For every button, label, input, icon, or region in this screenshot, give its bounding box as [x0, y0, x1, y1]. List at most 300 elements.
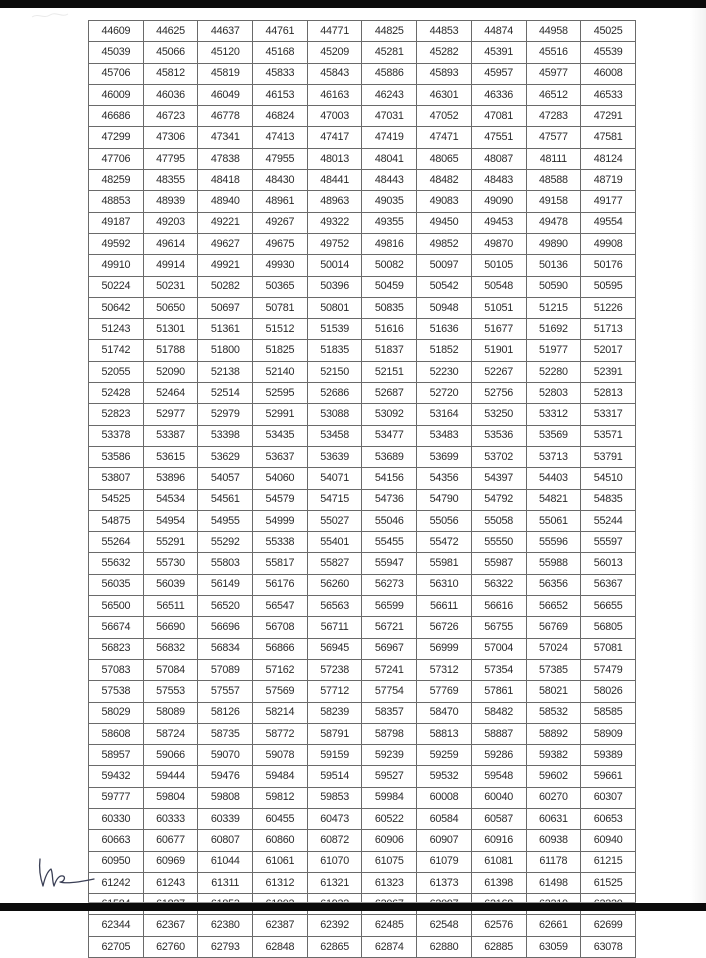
table-cell: 56500: [89, 596, 144, 617]
table-cell: 55292: [198, 532, 253, 553]
table-cell: 57084: [143, 659, 198, 680]
table-cell: 45120: [198, 42, 253, 63]
table-cell: 52991: [253, 404, 308, 425]
table-cell: 45039: [89, 42, 144, 63]
table-cell: 51051: [471, 297, 526, 318]
table-cell: 54561: [198, 489, 253, 510]
table-cell: 48939: [143, 191, 198, 212]
table-cell: 60631: [526, 808, 581, 829]
table-cell: 55827: [307, 553, 362, 574]
table-cell: 55987: [471, 553, 526, 574]
table-cell: 59661: [581, 766, 636, 787]
table-cell: 56805: [581, 617, 636, 638]
table-cell: 49910: [89, 255, 144, 276]
table-row: [89, 170, 636, 191]
table-cell: 53387: [143, 425, 198, 446]
table-cell: 50082: [362, 255, 417, 276]
table-cell: 56273: [362, 574, 417, 595]
table-cell: 60807: [198, 830, 253, 851]
table-cell: 53569: [526, 425, 581, 446]
table-cell: 56547: [253, 596, 308, 617]
table-cell: 47341: [198, 127, 253, 148]
table-cell: 50801: [307, 297, 362, 318]
table-cell: 46824: [253, 106, 308, 127]
table-cell: 50781: [253, 297, 308, 318]
table-cell: 53398: [198, 425, 253, 446]
table-row: [89, 915, 636, 936]
table-cell: 46049: [198, 84, 253, 105]
table-cell: 48259: [89, 170, 144, 191]
table-cell: 52138: [198, 361, 253, 382]
table-cell: 45066: [143, 42, 198, 63]
table-cell: 56599: [362, 596, 417, 617]
table-cell: 58887: [471, 723, 526, 744]
table-cell: 48124: [581, 148, 636, 169]
number-table: [88, 20, 636, 958]
table-cell: 56769: [526, 617, 581, 638]
table-cell: 48430: [253, 170, 308, 191]
scan-right-edge: [690, 8, 706, 903]
table-cell: 51713: [581, 319, 636, 340]
table-cell: 49322: [307, 212, 362, 233]
table-cell: 46723: [143, 106, 198, 127]
table-cell: 53791: [581, 446, 636, 467]
table-cell: 62760: [143, 936, 198, 957]
table-cell: 48483: [471, 170, 526, 191]
table-cell: 52803: [526, 383, 581, 404]
table-cell: 56690: [143, 617, 198, 638]
table-cell: 46243: [362, 84, 417, 105]
table-cell: 47413: [253, 127, 308, 148]
table-cell: 44771: [307, 21, 362, 42]
table-cell: 49816: [362, 233, 417, 254]
table-cell: 62885: [471, 936, 526, 957]
table-row: [89, 872, 636, 893]
table-cell: 45539: [581, 42, 636, 63]
table-cell: 53483: [417, 425, 472, 446]
table-cell: 52391: [581, 361, 636, 382]
table-cell: 56039: [143, 574, 198, 595]
table-cell: 58470: [417, 702, 472, 723]
table-cell: 46153: [253, 84, 308, 105]
table-cell: 51692: [526, 319, 581, 340]
table-cell: 49355: [362, 212, 417, 233]
table-cell: 58357: [362, 702, 417, 723]
table-cell: 63078: [581, 936, 636, 957]
table-cell: 60938: [526, 830, 581, 851]
table-cell: 51616: [362, 319, 417, 340]
table-cell: 51301: [143, 319, 198, 340]
table-cell: 48087: [471, 148, 526, 169]
table-cell: 54999: [253, 510, 308, 531]
table-row: [89, 532, 636, 553]
table-cell: 54792: [471, 489, 526, 510]
table-cell: 61242: [89, 872, 144, 893]
table-cell: 52720: [417, 383, 472, 404]
table-cell: 59853: [307, 787, 362, 808]
table-cell: 49090: [471, 191, 526, 212]
table-cell: 54534: [143, 489, 198, 510]
table-cell: 60906: [362, 830, 417, 851]
table-cell: 55244: [581, 510, 636, 531]
table-cell: 50014: [307, 255, 362, 276]
table-cell: 50948: [417, 297, 472, 318]
table-cell: 55981: [417, 553, 472, 574]
table-cell: 56176: [253, 574, 308, 595]
table-row: [89, 84, 636, 105]
table-cell: 54715: [307, 489, 362, 510]
table-cell: 44761: [253, 21, 308, 42]
table-cell: 55730: [143, 553, 198, 574]
table-cell: 57557: [198, 681, 253, 702]
table-cell: 61312: [253, 872, 308, 893]
table-row: [89, 383, 636, 404]
table-row: [89, 212, 636, 233]
table-row: [89, 148, 636, 169]
table-cell: 55803: [198, 553, 253, 574]
table-cell: 60916: [471, 830, 526, 851]
table-cell: 52150: [307, 361, 362, 382]
table-cell: 61525: [581, 872, 636, 893]
table-cell: 61215: [581, 851, 636, 872]
table-cell: 48355: [143, 170, 198, 191]
table-cell: 49914: [143, 255, 198, 276]
table-cell: 45819: [198, 63, 253, 84]
table-cell: 60587: [471, 808, 526, 829]
table-row: [89, 425, 636, 446]
table-cell: 47291: [581, 106, 636, 127]
table-cell: 50835: [362, 297, 417, 318]
table-cell: 51636: [417, 319, 472, 340]
table-cell: 51852: [417, 340, 472, 361]
table-cell: 50459: [362, 276, 417, 297]
table-cell: 55597: [581, 532, 636, 553]
table-cell: 55338: [253, 532, 308, 553]
table-cell: 48441: [307, 170, 362, 191]
table-cell: 49453: [471, 212, 526, 233]
table-cell: 49267: [253, 212, 308, 233]
table-cell: 50595: [581, 276, 636, 297]
table-row: [89, 596, 636, 617]
table-cell: 45282: [417, 42, 472, 63]
table-cell: 54875: [89, 510, 144, 531]
table-cell: 54510: [581, 468, 636, 489]
table-cell: 61243: [143, 872, 198, 893]
table-cell: 45168: [253, 42, 308, 63]
table-cell: 58482: [471, 702, 526, 723]
table-cell: 45977: [526, 63, 581, 84]
table-cell: 48588: [526, 170, 581, 191]
table-cell: 63059: [526, 936, 581, 957]
table-cell: 55455: [362, 532, 417, 553]
table-cell: 58909: [581, 723, 636, 744]
table-cell: 45025: [581, 21, 636, 42]
table-cell: 54736: [362, 489, 417, 510]
table-cell: 49035: [362, 191, 417, 212]
table-cell: 56711: [307, 617, 362, 638]
table-cell: 58214: [253, 702, 308, 723]
table-cell: 62848: [253, 936, 308, 957]
table-cell: 48065: [417, 148, 472, 169]
table-cell: 59548: [471, 766, 526, 787]
table-row: [89, 851, 636, 872]
table-cell: 56655: [581, 596, 636, 617]
table-cell: 53571: [581, 425, 636, 446]
table-row: [89, 936, 636, 957]
table-cell: 49478: [526, 212, 581, 233]
table-cell: 55472: [417, 532, 472, 553]
table-cell: 58957: [89, 745, 144, 766]
table-cell: 57024: [526, 638, 581, 659]
table-cell: 55056: [417, 510, 472, 531]
table-cell: 47581: [581, 127, 636, 148]
table-cell: 52267: [471, 361, 526, 382]
table-cell: 62874: [362, 936, 417, 957]
table-cell: 56149: [198, 574, 253, 595]
table-cell: 55264: [89, 532, 144, 553]
table-cell: 56611: [417, 596, 472, 617]
table-cell: 57238: [307, 659, 362, 680]
table-cell: 49930: [253, 255, 308, 276]
table-cell: 58585: [581, 702, 636, 723]
table-cell: 53250: [471, 404, 526, 425]
table-cell: 51835: [307, 340, 362, 361]
table-cell: 53092: [362, 404, 417, 425]
table-cell: 58239: [307, 702, 362, 723]
signature-icon: [34, 855, 96, 889]
table-cell: 48443: [362, 170, 417, 191]
table-cell: 59484: [253, 766, 308, 787]
table-cell: 51539: [307, 319, 362, 340]
table-row: [89, 766, 636, 787]
table-cell: 49921: [198, 255, 253, 276]
table-cell: 60950: [89, 851, 144, 872]
table-cell: 45957: [471, 63, 526, 84]
table-cell: 47419: [362, 127, 417, 148]
table-cell: 51361: [198, 319, 253, 340]
table-cell: 56035: [89, 574, 144, 595]
table-cell: 59239: [362, 745, 417, 766]
table-cell: 54156: [362, 468, 417, 489]
table-cell: 52055: [89, 361, 144, 382]
table-cell: 44637: [198, 21, 253, 42]
table-cell: 48853: [89, 191, 144, 212]
table-cell: 57569: [253, 681, 308, 702]
table-cell: 59389: [581, 745, 636, 766]
table-row: [89, 42, 636, 63]
table-cell: 60270: [526, 787, 581, 808]
scan-bottom-border: [0, 903, 706, 911]
table-cell: 57312: [417, 659, 472, 680]
table-cell: 46512: [526, 84, 581, 105]
table-cell: 51800: [198, 340, 253, 361]
table-cell: 52514: [198, 383, 253, 404]
table-cell: 62387: [253, 915, 308, 936]
table-cell: 59078: [253, 745, 308, 766]
table-cell: 53435: [253, 425, 308, 446]
table-cell: 58126: [198, 702, 253, 723]
table-cell: 51788: [143, 340, 198, 361]
table-cell: 52017: [581, 340, 636, 361]
table-cell: 44958: [526, 21, 581, 42]
table-cell: 59812: [253, 787, 308, 808]
table-row: [89, 830, 636, 851]
table-cell: 60307: [581, 787, 636, 808]
table-cell: 56356: [526, 574, 581, 595]
table-cell: 59259: [417, 745, 472, 766]
table-row: [89, 255, 636, 276]
table-cell: 58532: [526, 702, 581, 723]
table-cell: 58798: [362, 723, 417, 744]
table-cell: 56511: [143, 596, 198, 617]
table-cell: 59286: [471, 745, 526, 766]
table-cell: 62392: [307, 915, 362, 936]
table-cell: 52595: [253, 383, 308, 404]
table-cell: 54060: [253, 468, 308, 489]
table-cell: 45706: [89, 63, 144, 84]
table-cell: 45843: [307, 63, 362, 84]
table-cell: 62344: [89, 915, 144, 936]
table-cell: 49187: [89, 212, 144, 233]
table-cell: 50136: [526, 255, 581, 276]
table-cell: 53637: [253, 446, 308, 467]
table-cell: 60907: [417, 830, 472, 851]
table-cell: 61323: [362, 872, 417, 893]
table-cell: 52280: [526, 361, 581, 382]
table-cell: 55550: [471, 532, 526, 553]
table-row: [89, 127, 636, 148]
table-cell: 50097: [417, 255, 472, 276]
table-cell: 56367: [581, 574, 636, 595]
table-cell: 50396: [307, 276, 362, 297]
table-cell: 57754: [362, 681, 417, 702]
table-cell: 56616: [471, 596, 526, 617]
table-cell: 57162: [253, 659, 308, 680]
table-row: [89, 659, 636, 680]
table-cell: 57712: [307, 681, 362, 702]
table-cell: 45281: [362, 42, 417, 63]
table-cell: 57385: [526, 659, 581, 680]
table-cell: 52813: [581, 383, 636, 404]
scan-top-border: [0, 0, 706, 8]
table-cell: 61070: [307, 851, 362, 872]
table-row: [89, 276, 636, 297]
table-cell: 58772: [253, 723, 308, 744]
table-cell: 46533: [581, 84, 636, 105]
table-row: [89, 574, 636, 595]
table-cell: 55817: [253, 553, 308, 574]
table-cell: 62485: [362, 915, 417, 936]
table-cell: 55401: [307, 532, 362, 553]
table-cell: 47417: [307, 127, 362, 148]
table-row: [89, 468, 636, 489]
table-cell: 60969: [143, 851, 198, 872]
table-cell: 47577: [526, 127, 581, 148]
table-row: [89, 702, 636, 723]
table-cell: 52464: [143, 383, 198, 404]
table-cell: 47471: [417, 127, 472, 148]
table-cell: 48111: [526, 148, 581, 169]
table-cell: 51901: [471, 340, 526, 361]
table-cell: 61398: [471, 872, 526, 893]
table-row: [89, 553, 636, 574]
table-cell: 49870: [471, 233, 526, 254]
table-cell: 51837: [362, 340, 417, 361]
table-cell: 57081: [581, 638, 636, 659]
table-cell: 56726: [417, 617, 472, 638]
table-cell: 54790: [417, 489, 472, 510]
table-cell: 57354: [471, 659, 526, 680]
table-row: [89, 787, 636, 808]
table-cell: 62705: [89, 936, 144, 957]
table-cell: 50231: [143, 276, 198, 297]
table-cell: 60584: [417, 808, 472, 829]
table-cell: 53477: [362, 425, 417, 446]
table-cell: 52979: [198, 404, 253, 425]
table-cell: 53378: [89, 425, 144, 446]
table-cell: 58021: [526, 681, 581, 702]
table-cell: 59066: [143, 745, 198, 766]
table-row: [89, 808, 636, 829]
table-cell: 57538: [89, 681, 144, 702]
table-cell: 52140: [253, 361, 308, 382]
table-cell: 53699: [417, 446, 472, 467]
table-cell: 49908: [581, 233, 636, 254]
table-cell: 60455: [253, 808, 308, 829]
table-cell: 44825: [362, 21, 417, 42]
table-cell: 50542: [417, 276, 472, 297]
table-cell: 56013: [581, 553, 636, 574]
table-cell: 51226: [581, 297, 636, 318]
table-cell: 48719: [581, 170, 636, 191]
table-row: [89, 191, 636, 212]
table-cell: 58089: [143, 702, 198, 723]
table-row: [89, 21, 636, 42]
table-cell: 51215: [526, 297, 581, 318]
table-cell: 56866: [253, 638, 308, 659]
table-cell: 52823: [89, 404, 144, 425]
table-cell: 56721: [362, 617, 417, 638]
table-cell: 58892: [526, 723, 581, 744]
table-cell: 56520: [198, 596, 253, 617]
table-cell: 50105: [471, 255, 526, 276]
table-cell: 47081: [471, 106, 526, 127]
table-cell: 53164: [417, 404, 472, 425]
table-cell: 59777: [89, 787, 144, 808]
table-cell: 59602: [526, 766, 581, 787]
table-cell: 51977: [526, 340, 581, 361]
table-cell: 62380: [198, 915, 253, 936]
table-cell: 49158: [526, 191, 581, 212]
table-cell: 47031: [362, 106, 417, 127]
table-cell: 48940: [198, 191, 253, 212]
table-cell: 44609: [89, 21, 144, 42]
table-cell: 61321: [307, 872, 362, 893]
table-row: [89, 297, 636, 318]
table-cell: 54525: [89, 489, 144, 510]
table-cell: 50365: [253, 276, 308, 297]
table-cell: 62661: [526, 915, 581, 936]
table-cell: 52151: [362, 361, 417, 382]
table-cell: 61079: [417, 851, 472, 872]
table-cell: 56674: [89, 617, 144, 638]
table-cell: 59159: [307, 745, 362, 766]
table-cell: 60653: [581, 808, 636, 829]
table-cell: 59527: [362, 766, 417, 787]
table-cell: 57004: [471, 638, 526, 659]
table-cell: 49614: [143, 233, 198, 254]
table-cell: 55061: [526, 510, 581, 531]
